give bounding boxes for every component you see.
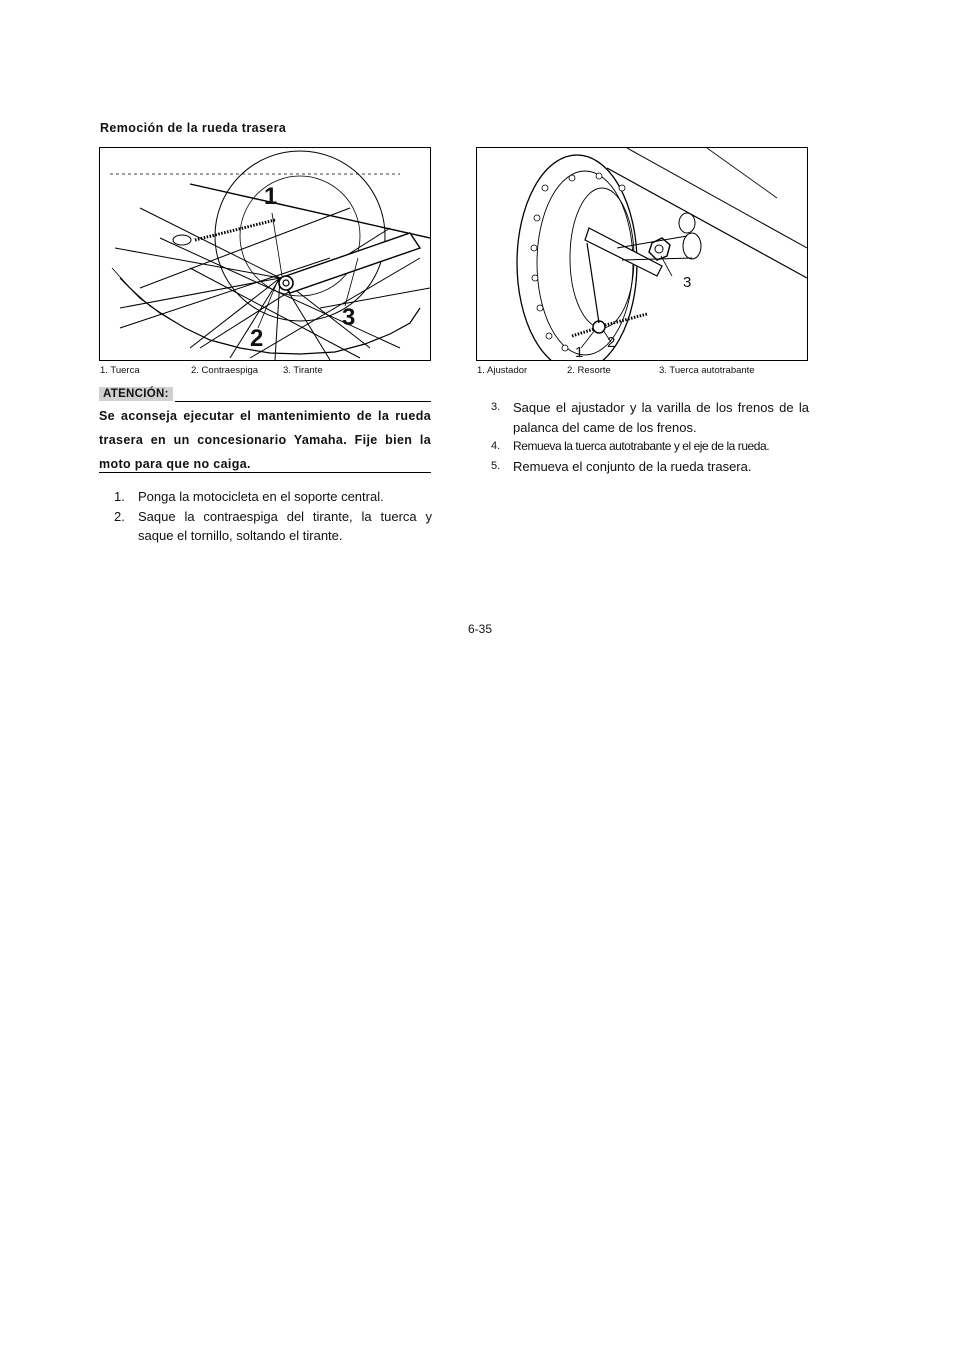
figure-brake-adjuster [476,147,808,361]
steps-right [491,398,809,476]
caption-item: 1. Ajustador [477,365,528,376]
callout-3: 3 [342,304,356,331]
tension-bar-illustration [100,148,430,360]
step-number: 2. [114,508,125,524]
step-number: 3. [491,401,501,413]
page-number: 6-35 [467,622,493,636]
list-item [491,437,809,457]
caution-rule [175,401,431,402]
step-number: 4. [491,440,501,452]
callout-2: 2 [250,325,264,352]
list-item [491,398,809,437]
caption-item: 3. Tirante [283,365,323,376]
step-text: Remueva la tuerca autotrabante y el eje de la rueda. [513,439,770,453]
caption-item: 1. Tuerca [100,365,140,376]
list-item [114,507,432,546]
list-item [114,487,432,507]
steps-left [114,487,432,546]
callout-1: 1 [264,183,278,210]
callout-2: 2 [607,334,616,351]
caution-header [99,387,431,405]
brake-adjuster-illustration [477,148,807,360]
section-title: Remoción de la rueda trasera [100,121,287,135]
step-text: Remueva el conjunto de la rueda trasera. [513,458,752,474]
step-number: 5. [491,459,501,472]
caution-label: ATENCIÓN: [99,387,173,401]
caution-text: Se aconseja ejecutar el mantenimiento de la rueda trasera en un concesionario Yamaha. Fije bien la moto para que no caiga. [99,409,431,471]
list-item [491,457,809,477]
caution-bottom-rule [99,472,431,473]
caption-item: 2. Resorte [567,365,611,376]
step-text: Ponga la motocicleta en el soporte central. [138,489,384,504]
callout-3: 3 [683,274,692,291]
step-text: Saque el ajustador y la varilla de los frenos de la palanca del came de los frenos. [513,400,809,435]
figure-rear-wheel-tension-bar [99,147,431,361]
caption-item: 3. Tuerca autotrabante [659,365,755,376]
step-text: Saque la contraespiga del tirante, la tuerca y saque el tornillo, soltando el tirante. [138,508,432,543]
caption-item: 2. Contraespiga [191,365,259,376]
step-number: 1. [114,489,125,504]
callout-1: 1 [575,344,584,361]
